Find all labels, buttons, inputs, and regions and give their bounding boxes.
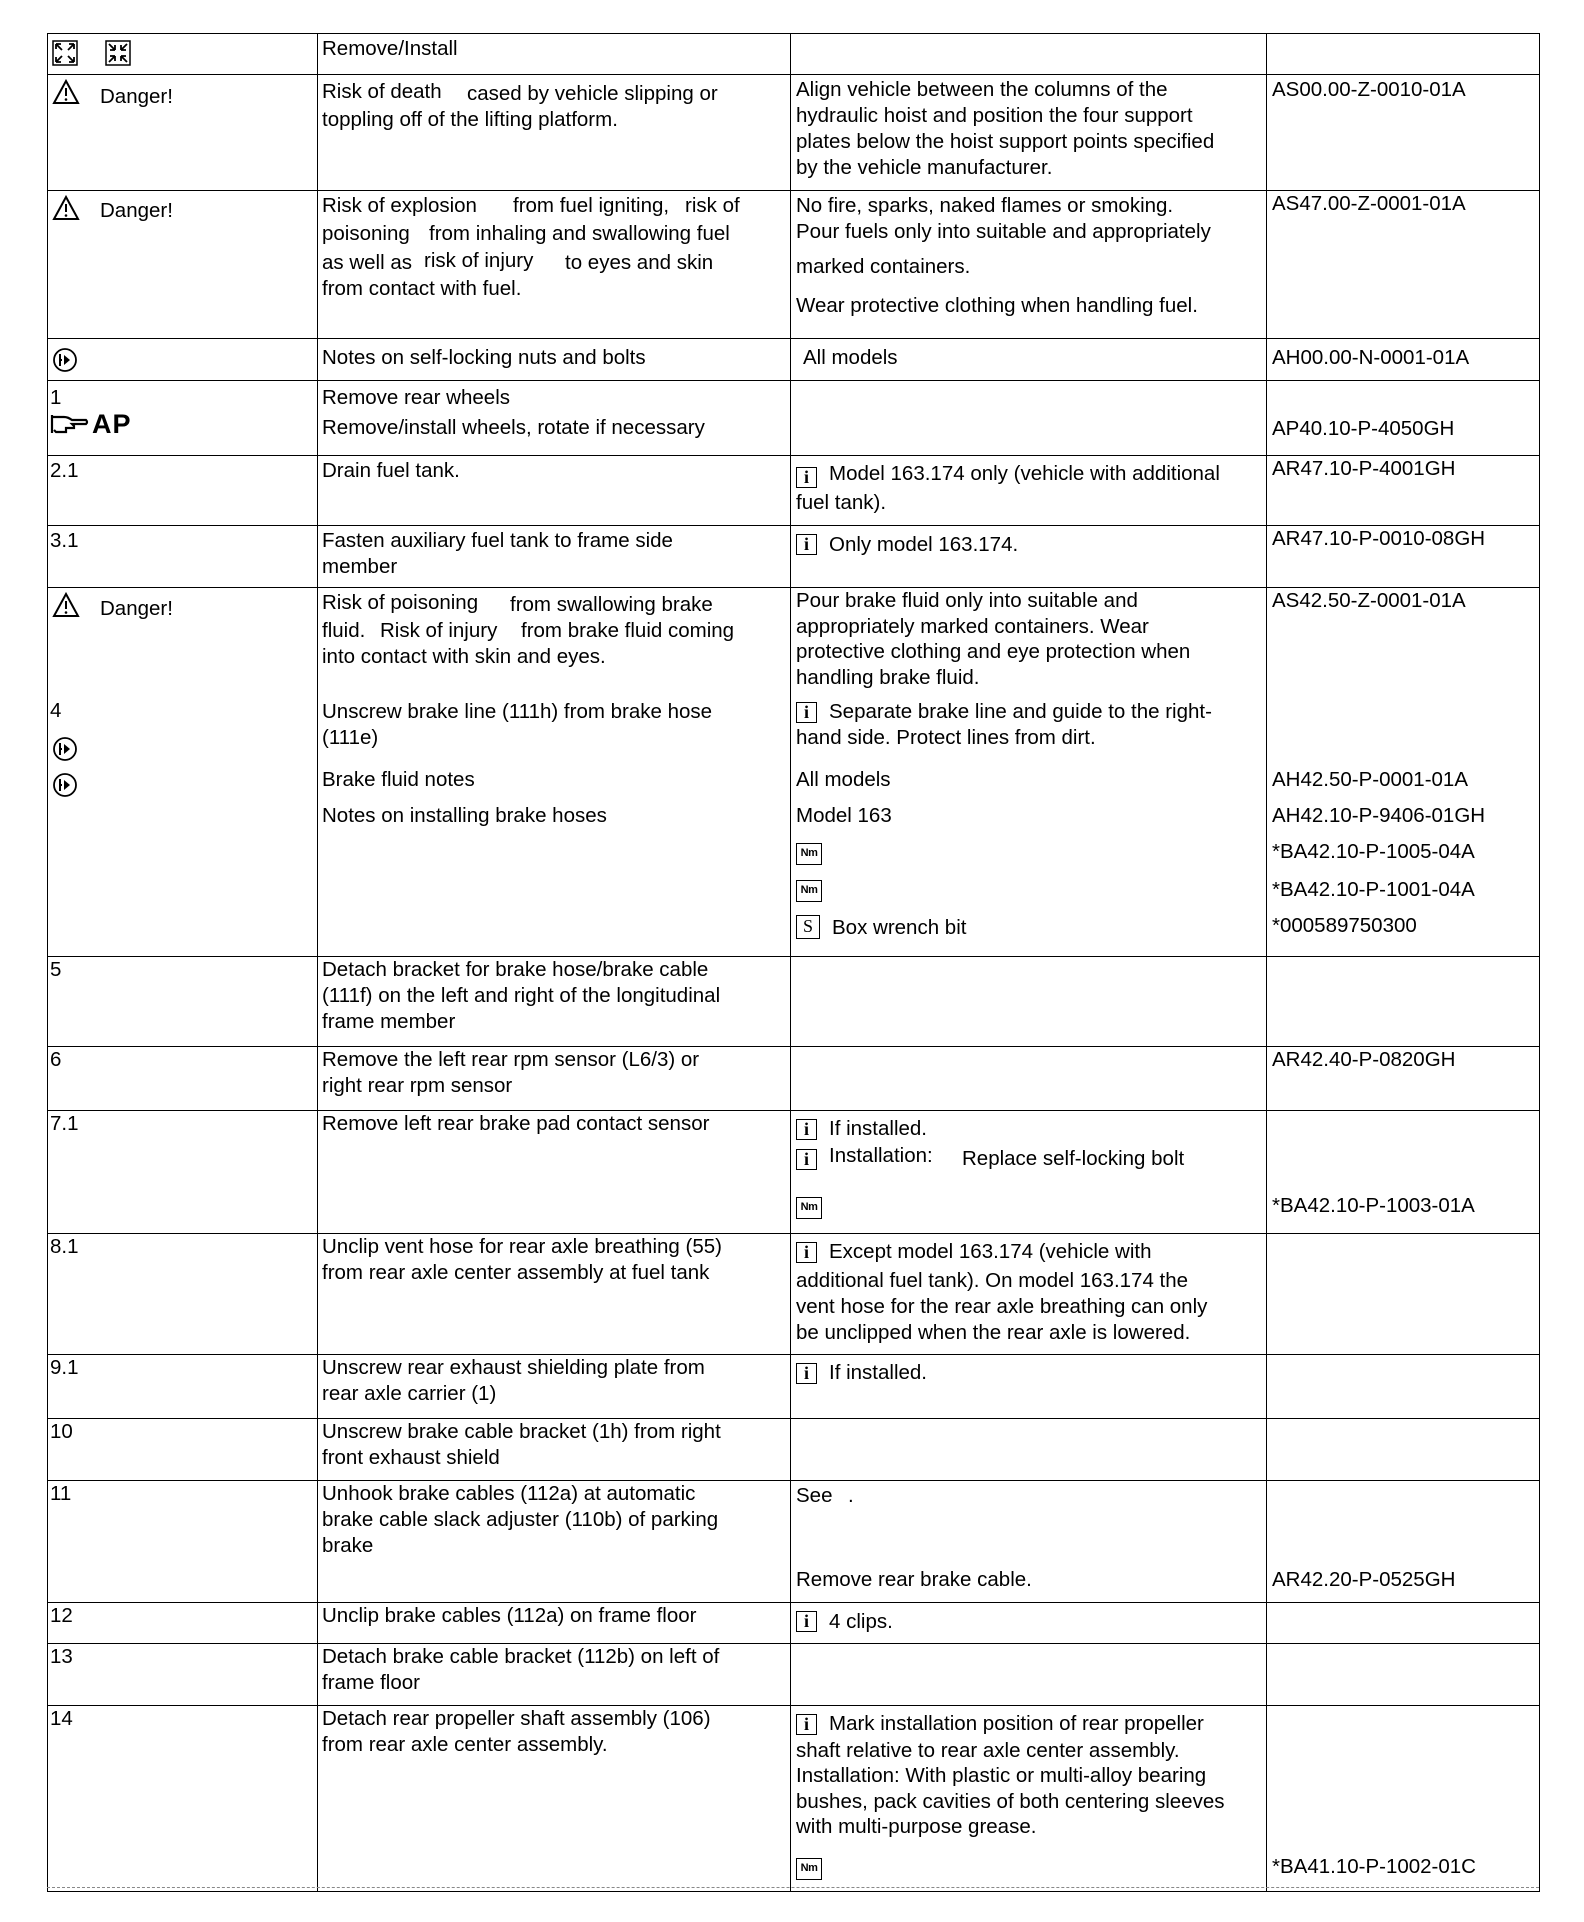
step-number: 14: [50, 1707, 73, 1730]
note-text: fuel tank).: [796, 491, 887, 514]
document-code[interactable]: *BA41.10-P-1002-01C: [1272, 1855, 1476, 1878]
step-text: from rear axle center assembly.: [322, 1733, 608, 1756]
document-code[interactable]: AR42.20-P-0525GH: [1272, 1568, 1456, 1591]
info-icon: i: [796, 702, 817, 723]
note-text: additional fuel tank). On model 163.174 the: [796, 1269, 1189, 1292]
step-text: Unscrew brake line (111h) from brake hose: [322, 700, 713, 723]
step-text: Remove/install wheels, rotate if necessary: [322, 416, 705, 439]
document-code[interactable]: *BA42.10-P-1001-04A: [1272, 878, 1475, 901]
step-number: 8.1: [50, 1235, 79, 1258]
step-number: 10: [50, 1420, 73, 1443]
step-text: member: [322, 555, 398, 578]
document-code[interactable]: AH42.50-P-0001-01A: [1272, 768, 1469, 791]
info-icon: i: [796, 1363, 817, 1384]
step-text: Notes on installing brake hoses: [322, 804, 607, 827]
step-text: brake: [322, 1534, 374, 1557]
note-text: .: [848, 1484, 854, 1507]
note-text: 4 clips.: [829, 1610, 893, 1633]
note-text: vent hose for the rear axle breathing can only: [796, 1295, 1208, 1318]
table-row: [48, 588, 1540, 957]
risk-text: cased by vehicle slipping or: [467, 82, 718, 105]
step-number: 12: [50, 1604, 73, 1627]
table-row: [48, 381, 1540, 456]
measure-text: appropriately marked containers. Wear: [796, 615, 1149, 638]
step-text: Notes on self-locking nuts and bolts: [322, 346, 646, 369]
note-text: Installation:: [829, 1144, 933, 1167]
procedure-table: [47, 33, 1540, 1892]
document-code[interactable]: AH00.00-N-0001-01A: [1272, 346, 1470, 369]
risk-text: toppling off of the lifting platform.: [322, 108, 618, 131]
collapse-icon: [105, 40, 131, 73]
info-icon: i: [796, 534, 817, 555]
step-text: Unscrew rear exhaust shielding plate from: [322, 1356, 705, 1379]
note-text: hand side. Protect lines from dirt.: [796, 726, 1096, 749]
risk-text: Risk of explosion: [322, 194, 477, 217]
danger-label: Danger!: [100, 199, 173, 222]
note-text: Only model 163.174.: [829, 533, 1019, 556]
note-text: with multi-purpose grease.: [796, 1815, 1037, 1838]
table-row: [48, 1234, 1540, 1355]
step-text: Detach brake cable bracket (112b) on left of: [322, 1645, 720, 1668]
measure-text: Align vehicle between the columns of the: [796, 78, 1168, 101]
step-text: frame member: [322, 1010, 456, 1033]
step-text: Unscrew brake cable bracket (1h) from right: [322, 1420, 721, 1443]
risk-text: Risk of poisoning: [322, 591, 479, 614]
note-text: Remove rear brake cable.: [796, 1568, 1032, 1591]
info-icon: i: [796, 1119, 817, 1140]
warning-triangle-icon: [52, 79, 80, 112]
step-text: brake cable slack adjuster (110b) of parking: [322, 1508, 719, 1531]
step-number: 3.1: [50, 529, 79, 552]
model-text: All models: [796, 768, 891, 791]
step-text: frame floor: [322, 1671, 420, 1694]
step-number: 1: [50, 386, 62, 409]
table-row: [48, 526, 1540, 588]
danger-label: Danger!: [100, 597, 173, 620]
risk-text: risk of: [685, 194, 740, 217]
table-row: [48, 1644, 1540, 1706]
note-text: Model 163.174 only (vehicle with additional: [829, 462, 1220, 485]
risk-text: to eyes and skin: [565, 251, 714, 274]
step-text: Drain fuel tank.: [322, 459, 460, 482]
hand-pointer-icon: [50, 413, 90, 444]
note-text: See: [796, 1484, 833, 1507]
torque-nm-icon: Nm: [796, 1197, 822, 1219]
step-title: Remove/Install: [322, 37, 458, 60]
risk-text: from swallowing brake: [510, 593, 713, 616]
warning-triangle-icon: [52, 195, 80, 228]
torque-nm-icon: Nm: [796, 843, 822, 865]
info-icon: i: [796, 1149, 817, 1170]
table-row: [48, 456, 1540, 526]
notes-icon: [52, 347, 78, 380]
document-code[interactable]: *BA42.10-P-1003-01A: [1272, 1194, 1475, 1217]
measure-text: protective clothing and eye protection when: [796, 640, 1191, 663]
measure-text: hydraulic hoist and position the four support: [796, 104, 1193, 127]
tool-number[interactable]: *000589750300: [1272, 914, 1417, 937]
step-text: from rear axle center assembly at fuel tank: [322, 1261, 710, 1284]
table-row: [48, 957, 1540, 1047]
step-text: Fasten auxiliary fuel tank to frame side: [322, 529, 673, 552]
info-icon: i: [796, 1611, 817, 1632]
risk-text: from fuel igniting,: [513, 194, 670, 217]
info-icon: i: [796, 1714, 817, 1735]
table-row: [48, 34, 1540, 75]
tool-text: Box wrench bit: [832, 916, 967, 939]
note-text: shaft relative to rear axle center assembly.: [796, 1739, 1180, 1762]
table-row: [48, 191, 1540, 339]
step-number: 6: [50, 1048, 62, 1071]
document-code[interactable]: AS42.50-Z-0001-01A: [1272, 589, 1466, 612]
note-text: Except model 163.174 (vehicle with: [829, 1240, 1152, 1263]
measure-text: by the vehicle manufacturer.: [796, 156, 1053, 179]
table-row: [48, 1355, 1540, 1419]
page-bottom-rule: [47, 1887, 1539, 1888]
note-text: be unclipped when the rear axle is lowered.: [796, 1321, 1191, 1344]
step-number: 13: [50, 1645, 73, 1668]
note-text: bushes, pack cavities of both centering sleeves: [796, 1790, 1225, 1813]
step-text: Detach bracket for brake hose/brake cable: [322, 958, 709, 981]
document-code[interactable]: AH42.10-P-9406-01GH: [1272, 804, 1486, 827]
table-row: [48, 1706, 1540, 1892]
info-icon: i: [796, 1242, 817, 1263]
torque-nm-icon: Nm: [796, 880, 822, 902]
step-text: Unclip brake cables (112a) on frame floor: [322, 1604, 697, 1627]
step-text: Unhook brake cables (112a) at automatic: [322, 1482, 696, 1505]
risk-text: from inhaling and swallowing fuel: [429, 222, 730, 245]
note-text: Separate brake line and guide to the right-: [829, 700, 1212, 723]
measure-text: handling brake fluid.: [796, 666, 980, 689]
measure-text: Pour fuels only into suitable and appropriately: [796, 220, 1211, 243]
risk-text: from contact with fuel.: [322, 277, 522, 300]
risk-text: fluid.: [322, 619, 366, 642]
notes-icon: [52, 772, 78, 805]
model-text: Model 163: [796, 804, 892, 827]
table-row: [48, 75, 1540, 191]
step-number: 11: [50, 1482, 72, 1505]
document-code[interactable]: AR47.10-P-4001GH: [1272, 457, 1456, 480]
info-icon: i: [796, 467, 817, 488]
document-code[interactable]: AS00.00-Z-0010-01A: [1272, 78, 1466, 101]
step-text: (111e): [322, 726, 379, 749]
step-text: Remove the left rear rpm sensor (L6/3) or: [322, 1048, 700, 1071]
model-text: All models: [803, 346, 898, 369]
danger-label: Danger!: [100, 85, 173, 108]
step-text: Remove left rear brake pad contact sensor: [322, 1112, 710, 1135]
table-row: [48, 1481, 1540, 1603]
note-text: If installed.: [829, 1361, 927, 1384]
note-text: Mark installation position of rear propeller: [829, 1712, 1204, 1735]
risk-text: Risk of death: [322, 80, 442, 103]
step-number: 2.1: [50, 459, 79, 482]
table-row: [48, 339, 1540, 381]
torque-nm-icon: Nm: [796, 1858, 822, 1880]
measure-text: marked containers.: [796, 255, 971, 278]
measure-text: plates below the hoist support points specified: [796, 130, 1215, 153]
notes-icon: [52, 736, 78, 769]
step-text: Unclip vent hose for rear axle breathing (55): [322, 1235, 722, 1258]
note-text: Replace self-locking bolt: [962, 1147, 1185, 1170]
risk-text: as well as: [322, 251, 413, 274]
step-text: front exhaust shield: [322, 1446, 500, 1469]
table-row: [48, 1603, 1540, 1644]
risk-text: Risk of injury: [380, 619, 498, 642]
document-code[interactable]: AS47.00-Z-0001-01A: [1272, 192, 1466, 215]
step-text: Detach rear propeller shaft assembly (106): [322, 1707, 711, 1730]
table-row: [48, 1111, 1540, 1234]
wrench-tool-icon: S: [796, 915, 820, 939]
step-text: (111f) on the left and right of the longitudinal: [322, 984, 721, 1007]
note-text: If installed.: [829, 1117, 927, 1140]
risk-text: poisoning: [322, 222, 410, 245]
expand-icon: [52, 40, 78, 73]
step-number: 9.1: [50, 1356, 79, 1379]
document-code[interactable]: AR47.10-P-0010-08GH: [1272, 527, 1486, 550]
step-text: Remove rear wheels: [322, 386, 510, 409]
measure-text: Wear protective clothing when handling fuel.: [796, 294, 1198, 317]
risk-text: from brake fluid coming: [521, 619, 735, 642]
table-row: [48, 1047, 1540, 1111]
measure-text: No fire, sparks, naked flames or smoking.: [796, 194, 1174, 217]
note-text: Installation: With plastic or multi-alloy bearing: [796, 1764, 1207, 1787]
step-text: Brake fluid notes: [322, 768, 475, 791]
document-code[interactable]: *BA42.10-P-1005-04A: [1272, 840, 1475, 863]
step-number: 4: [50, 699, 62, 722]
ap-label: AP: [92, 409, 132, 439]
risk-text: into contact with skin and eyes.: [322, 645, 606, 668]
step-text: right rear rpm sensor: [322, 1074, 513, 1097]
table-row: [48, 1419, 1540, 1481]
step-number: 5: [50, 958, 62, 981]
document-code[interactable]: AP40.10-P-4050GH: [1272, 417, 1455, 440]
risk-text: risk of injury: [424, 249, 534, 272]
measure-text: Pour brake fluid only into suitable and: [796, 589, 1138, 612]
step-number: 7.1: [50, 1112, 79, 1135]
step-text: rear axle carrier (1): [322, 1382, 497, 1405]
warning-triangle-icon: [52, 592, 80, 625]
document-code[interactable]: AR42.40-P-0820GH: [1272, 1048, 1456, 1071]
